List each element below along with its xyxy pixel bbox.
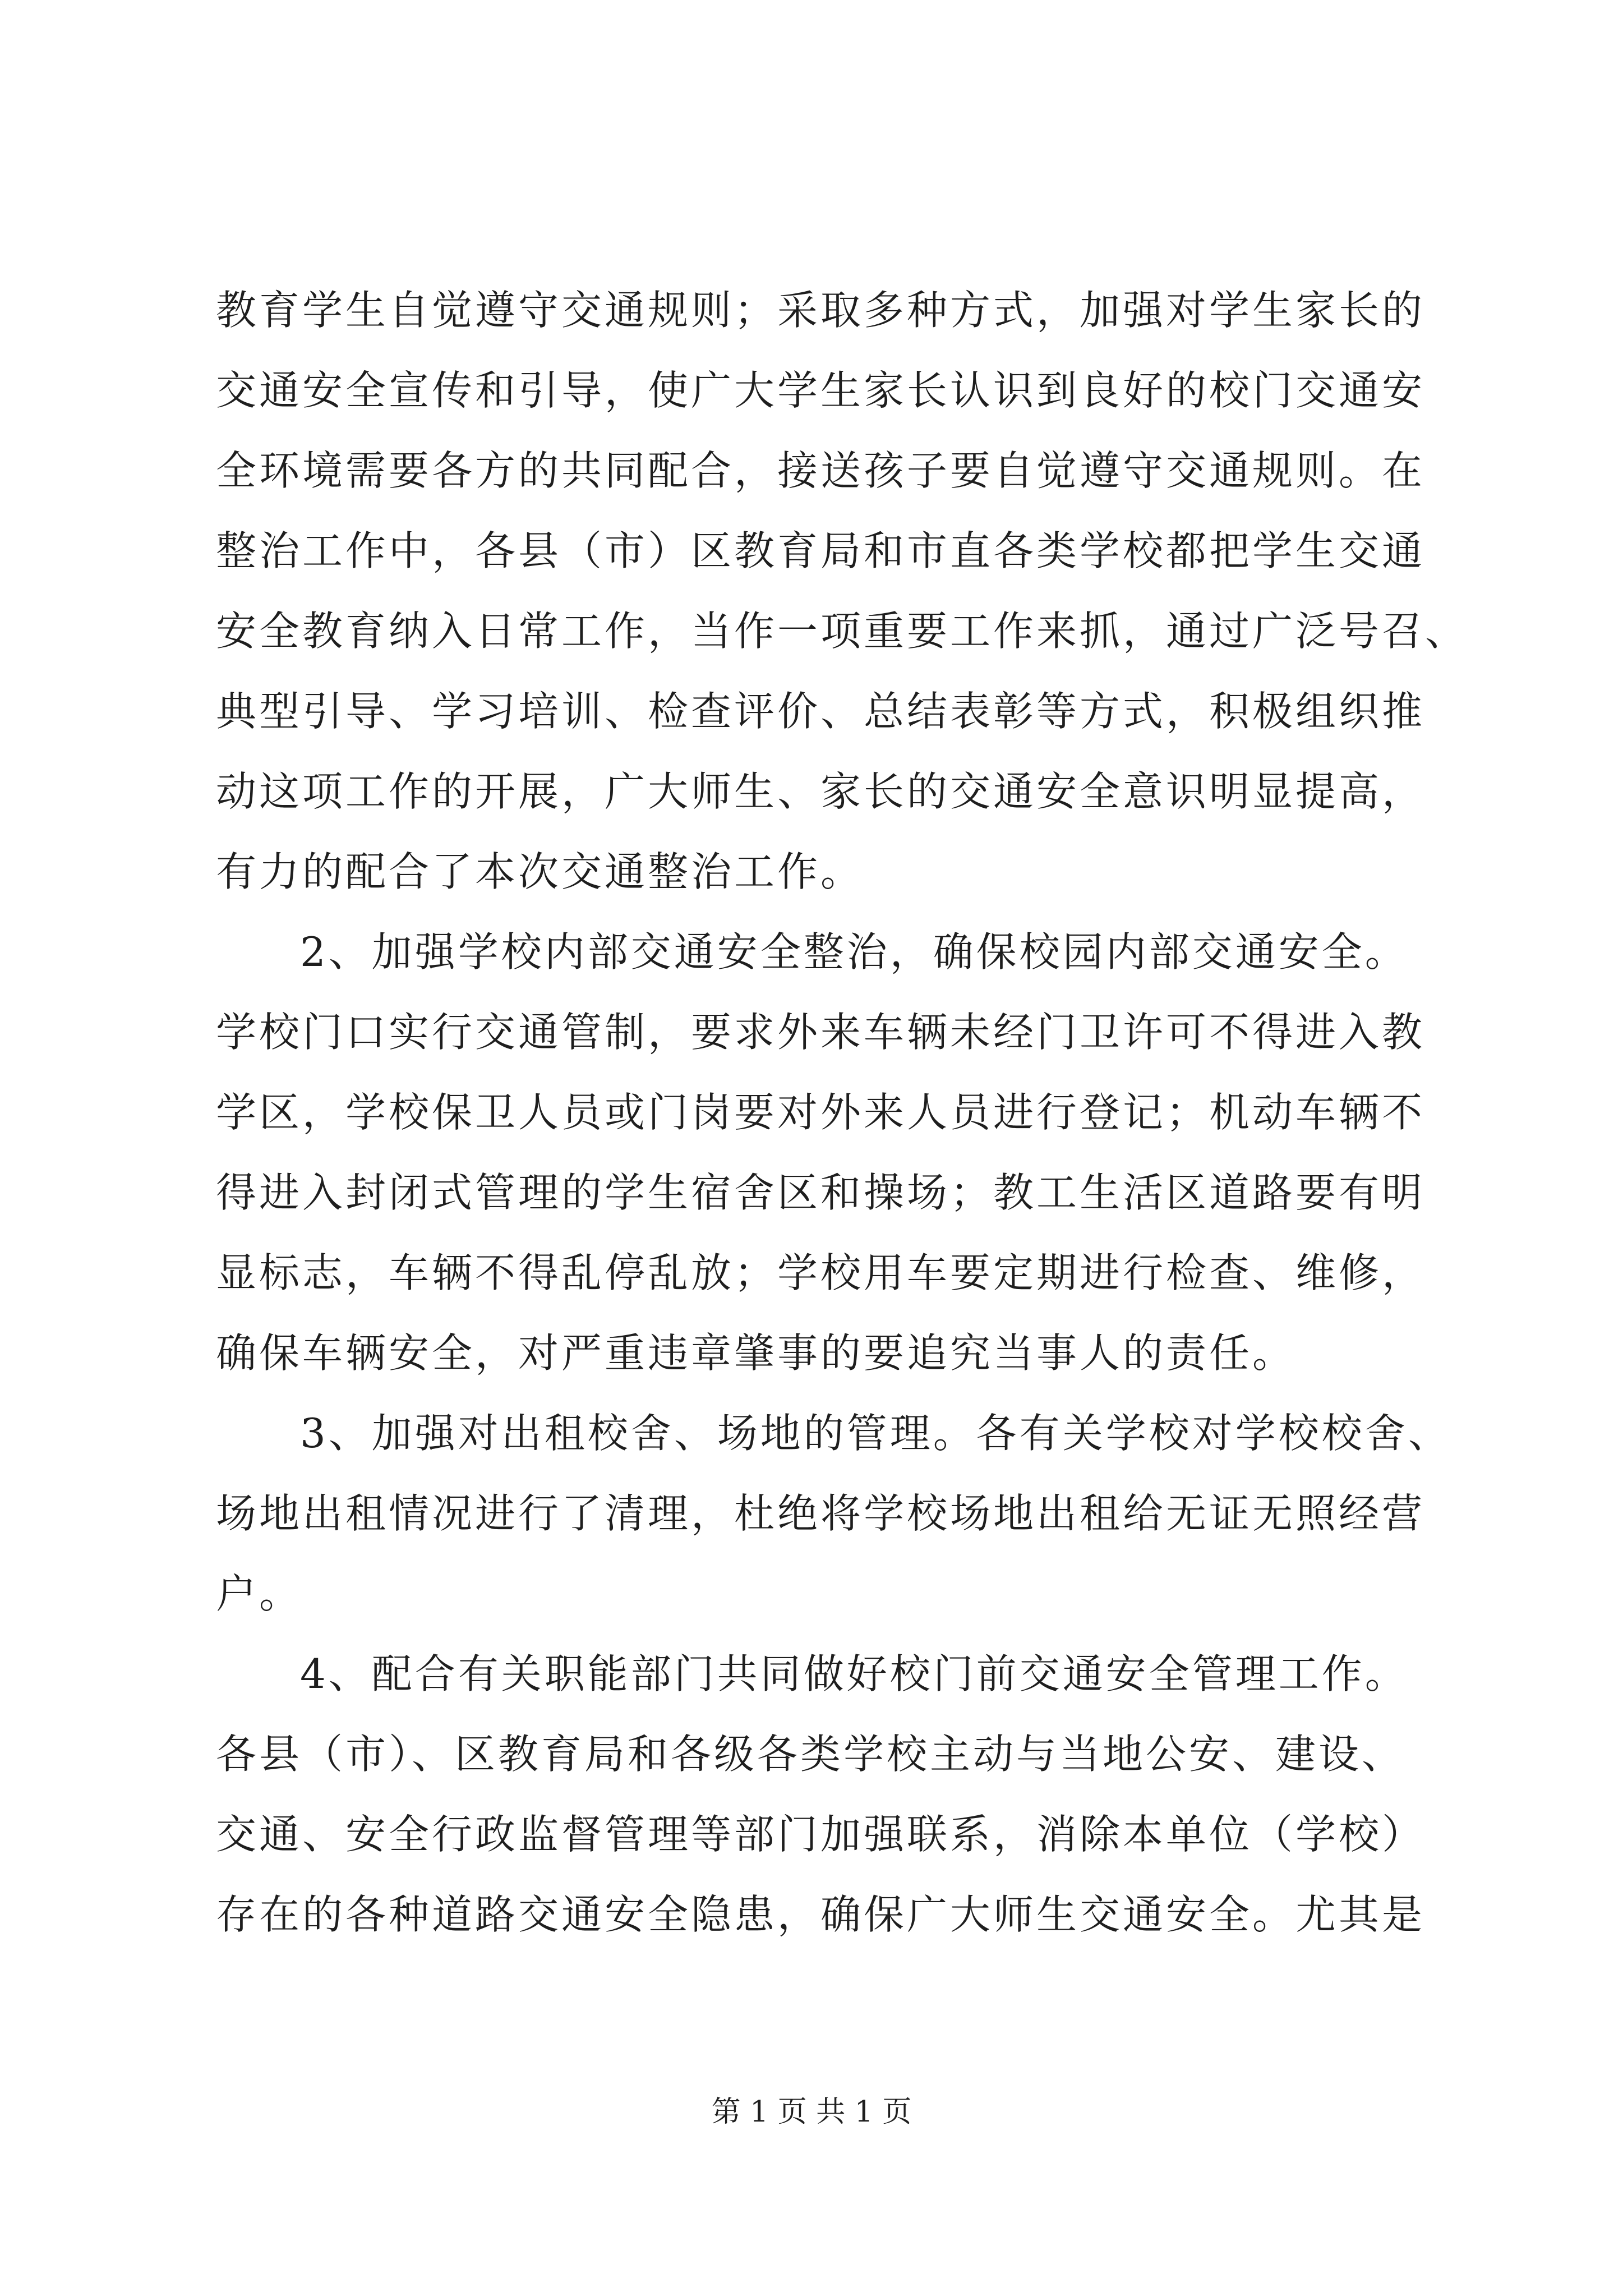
text-line: 存在的各种道路交通安全隐患，确保广大师生交通安全。尤其是 bbox=[216, 1891, 1426, 1938]
paragraph-heading-3: 3、加强对出租校舍、场地的管理。各有关学校对学校校舍、 bbox=[300, 1410, 1451, 1457]
text-line: 典型引导、学习培训、检查评价、总结表彰等方式，积极组织推 bbox=[216, 688, 1426, 735]
text-line: 全环境需要各方的共同配合，接送孩子要自觉遵守交通规则。在 bbox=[216, 447, 1426, 494]
paragraph-heading-4: 4、配合有关职能部门共同做好校门前交通安全管理工作。 bbox=[300, 1650, 1408, 1697]
text-line: 交通安全宣传和引导，使广大学生家长认识到良好的校门交通安 bbox=[216, 367, 1426, 414]
text-line: 学校门口实行交通管制，要求外来车辆未经门卫许可不得进入教 bbox=[216, 1009, 1426, 1056]
text-line: 显标志，车辆不得乱停乱放；学校用车要定期进行检查、维修， bbox=[216, 1249, 1426, 1296]
text-line: 有力的配合了本次交通整治工作。 bbox=[216, 848, 864, 895]
text-line: 场地出租情况进行了清理，杜绝将学校场地出租给无证无照经营 bbox=[216, 1490, 1426, 1537]
text-line: 整治工作中，各县（市）区教育局和市直各类学校都把学生交通 bbox=[216, 527, 1426, 574]
paragraph-heading-2: 2、加强学校内部交通安全整治，确保校园内部交通安全。 bbox=[300, 928, 1408, 976]
text-line: 交通、安全行政监督管理等部门加强联系，消除本单位（学校） bbox=[216, 1811, 1426, 1858]
page-number-footer: 第 1 页 共 1 页 bbox=[711, 2095, 912, 2129]
text-line: 确保车辆安全，对严重违章肇事的要追究当事人的责任。 bbox=[216, 1329, 1296, 1377]
document-body bbox=[216, 270, 1469, 1955]
text-line: 学区，学校保卫人员或门岗要对外来人员进行登记；机动车辆不 bbox=[216, 1089, 1426, 1136]
text-line: 得进入封闭式管理的学生宿舍区和操场；教工生活区道路要有明 bbox=[216, 1169, 1426, 1216]
text-line: 安全教育纳入日常工作，当作一项重要工作来抓，通过广泛号召、 bbox=[216, 608, 1469, 655]
text-line: 各县（市）、区教育局和各级各类学校主动与当地公安、建设、 bbox=[216, 1731, 1405, 1778]
text-line: 教育学生自觉遵守交通规则；采取多种方式，加强对学生家长的 bbox=[216, 287, 1426, 334]
text-line: 动这项工作的开展，广大师生、家长的交通安全意识明显提高， bbox=[216, 768, 1426, 815]
text-line: 户。 bbox=[216, 1570, 303, 1617]
